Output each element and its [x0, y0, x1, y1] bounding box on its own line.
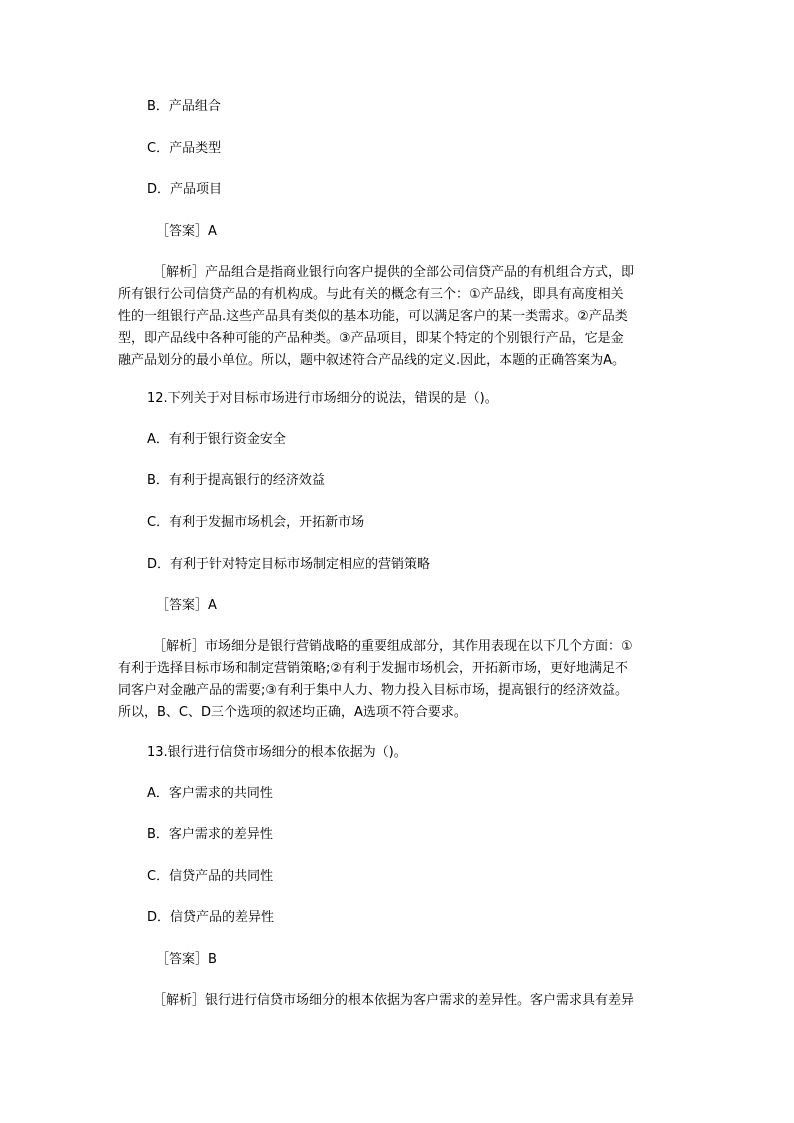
q11-option-d: D．产品项目	[147, 182, 223, 197]
q13-option-c: C．信贷产品的共同性	[147, 869, 274, 884]
q12-option-d: D．有利于针对特定目标市场制定相应的营销策略	[147, 557, 431, 572]
analysis-line: 融产品划分的最小单位。所以，题中叙述符合产品线的定义.因此，本题的正确答案为A。	[118, 353, 626, 368]
q13-option-b: B．客户需求的差异性	[147, 827, 273, 842]
analysis-line: 型，即产品线中各种可能的产品种类。③产品项目，即某个特定的个别银行产品，它是金	[118, 331, 624, 346]
q12-option-a: A．有利于银行资金安全	[147, 432, 286, 447]
analysis-line: ［解析］银行进行信贷市场细分的根本依据为客户需求的差异性。客户需求具有差异	[153, 993, 635, 1008]
q13-question: 13.银行进行信贷市场细分的根本依据为（)。	[147, 745, 407, 760]
analysis-line: 性的一组银行产品.这些产品具有类似的基本功能，可以满足客户的某一类需求。②产品类	[118, 309, 628, 324]
q11-option-c: C．产品类型	[147, 141, 222, 156]
analysis-line: 所有银行公司信贷产品的有机构成。与此有关的概念有三个：①产品线，即具有高度相关	[118, 287, 624, 302]
analysis-line: 同客户对金融产品的需要;③有利于集中人力、物力投入目标市场，提高银行的经济效益。	[118, 683, 629, 698]
q12-option-c: C．有利于发掘市场机会，开拓新市场	[147, 515, 365, 530]
q12-answer: ［答案］A	[156, 598, 217, 613]
analysis-line: ［解析］市场细分是银行营销战略的重要组成部分，其作用表现在以下几个方面：①	[153, 639, 633, 654]
q13-answer: ［答案］B	[156, 952, 217, 967]
q11-answer: ［答案］A	[156, 224, 217, 239]
q12-option-b: B．有利于提高银行的经济效益	[147, 473, 325, 488]
q11-option-b: B．产品组合	[147, 99, 221, 114]
q12-analysis	[118, 636, 678, 724]
analysis-line: 所以，B、C、D三个选项的叙述均正确，A选项不符合要求。	[118, 705, 467, 720]
q13-analysis	[118, 990, 678, 1012]
q13-option-d: D．信贷产品的差异性	[147, 910, 275, 925]
q13-option-a: A．客户需求的共同性	[147, 786, 273, 801]
q12-question: 12.下列关于对目标市场进行市场细分的说法，错误的是（)。	[147, 391, 498, 406]
q11-analysis	[118, 262, 678, 372]
analysis-line: 有利于选择目标市场和制定营销策略;②有利于发掘市场机会，开拓新市场，更好地满足不	[118, 661, 629, 676]
analysis-line: ［解析］产品组合是指商业银行向客户提供的全部公司信贷产品的有机组合方式，即	[153, 265, 635, 280]
